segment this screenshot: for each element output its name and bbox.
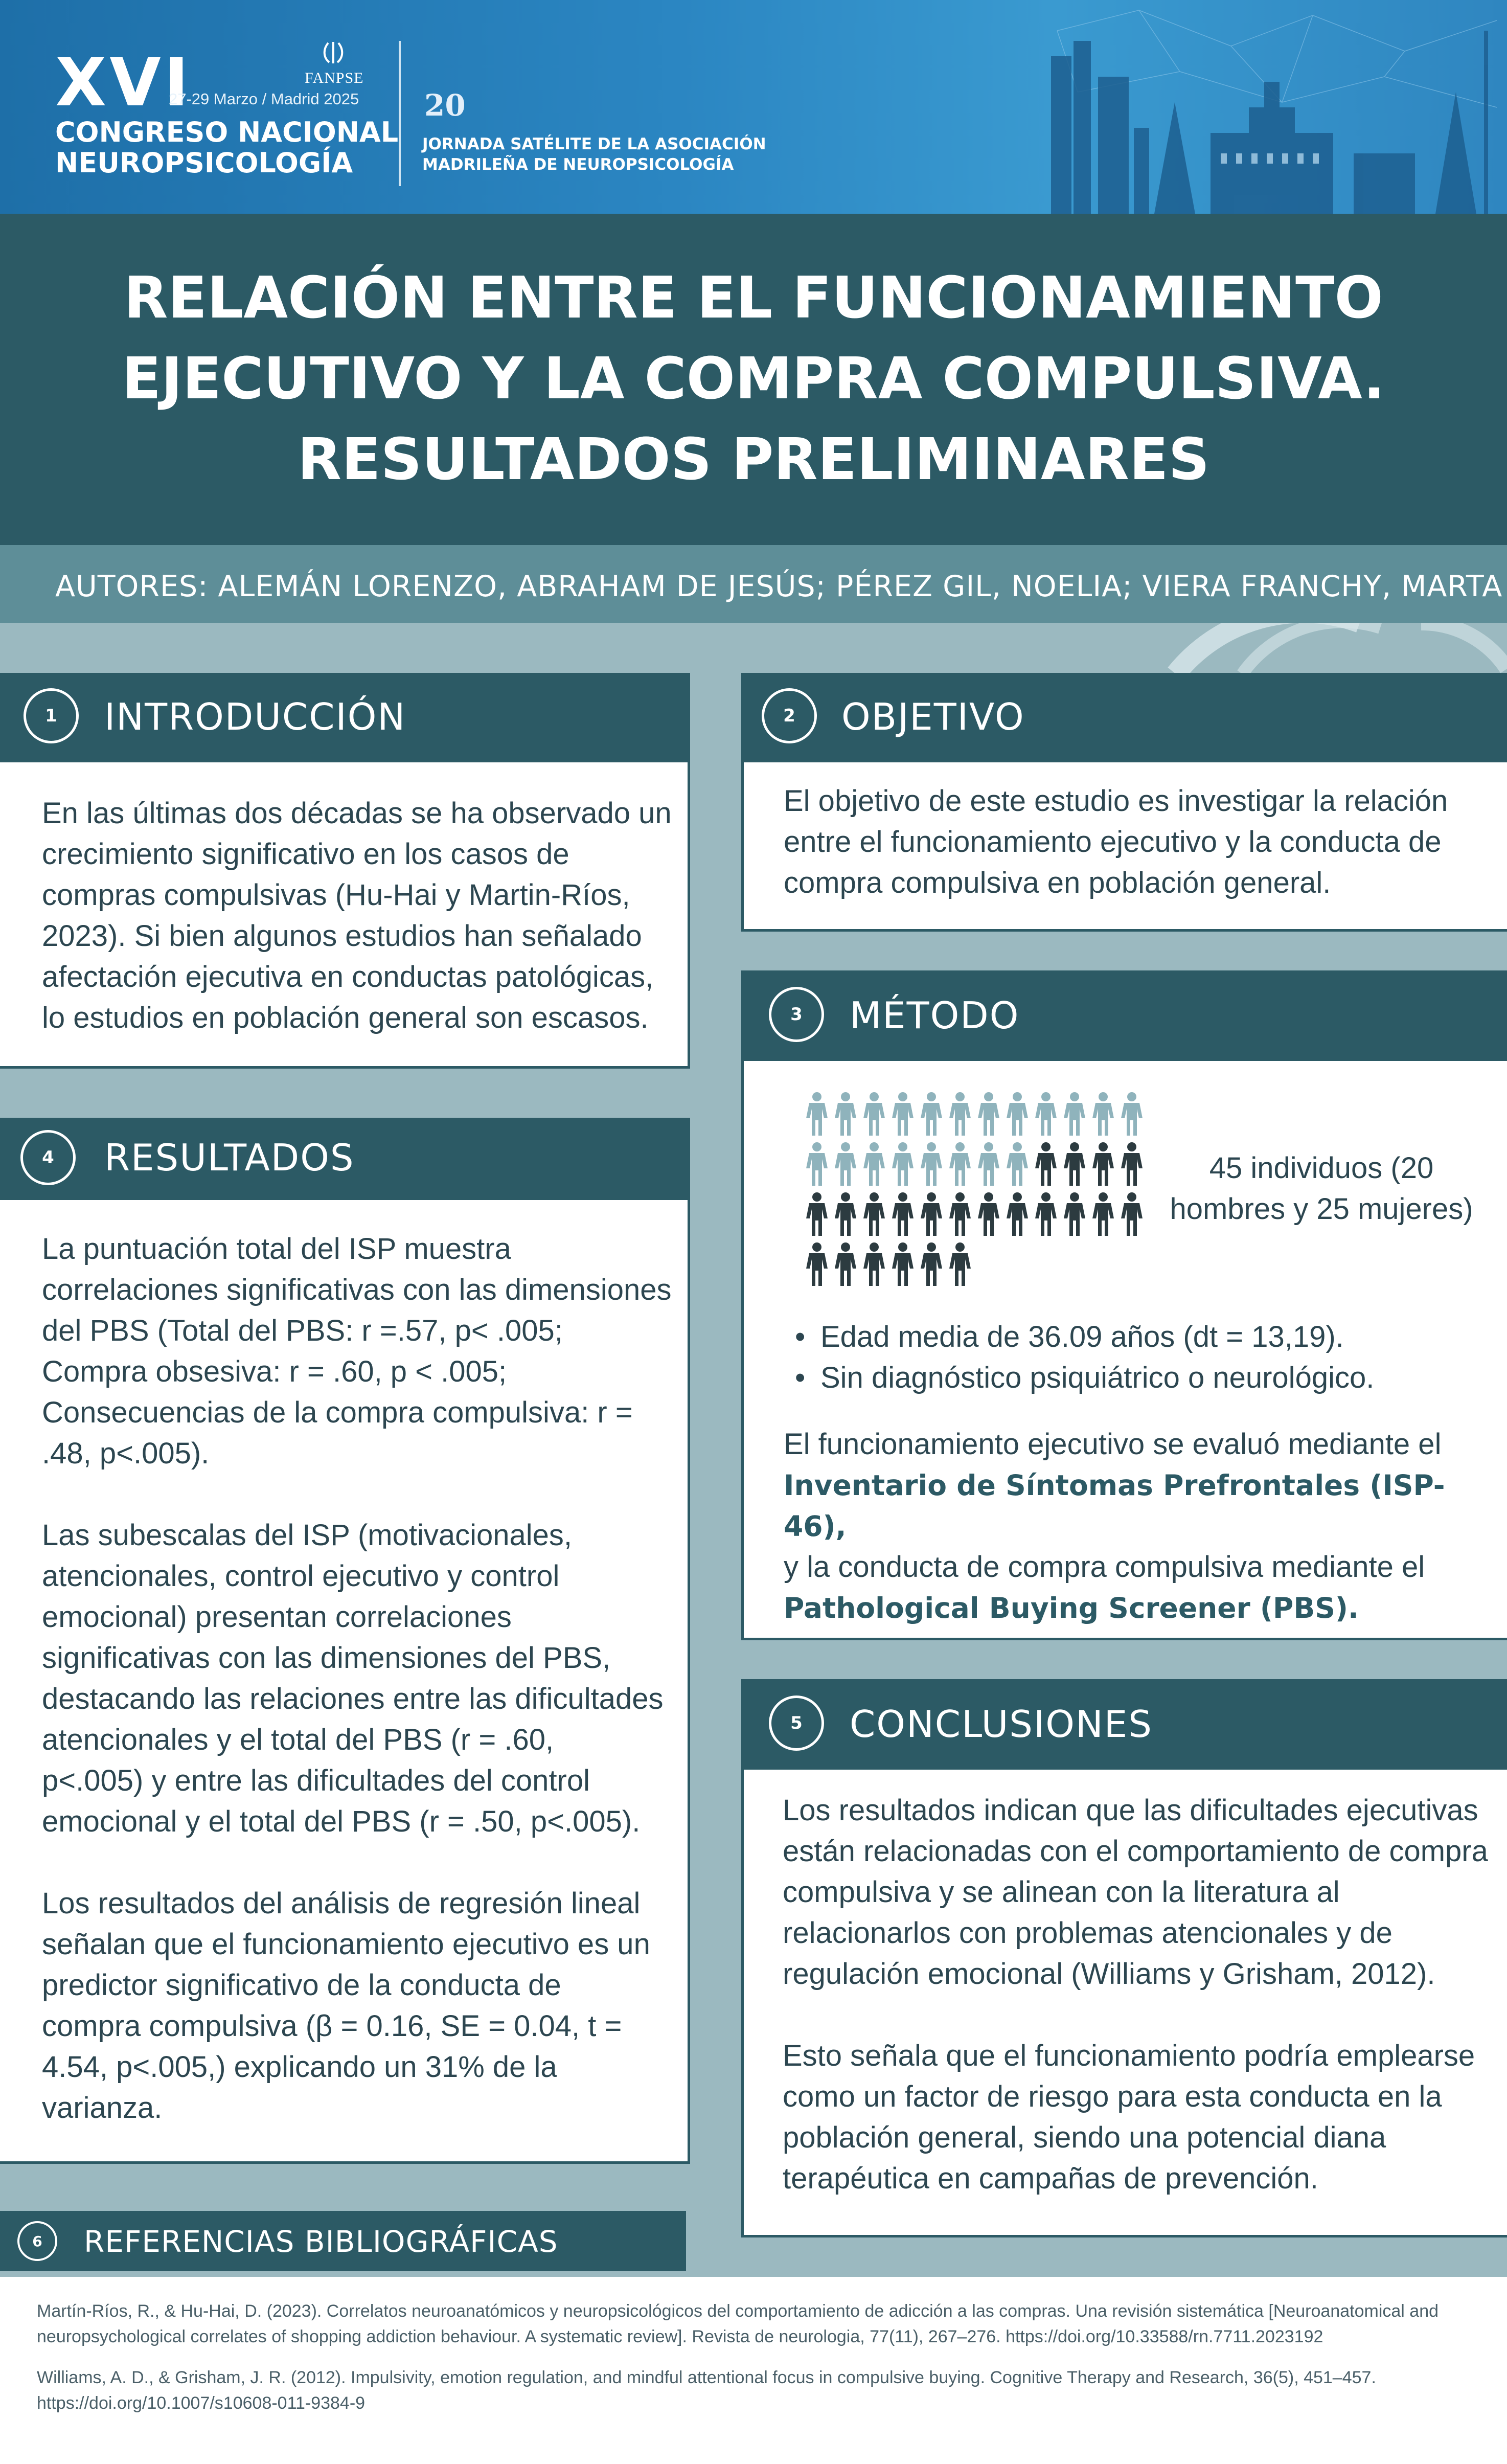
results-line: destacando las relaciones entre las dificultades	[42, 1682, 664, 1715]
results-line: p<.005) y entre las dificultades del control	[42, 1764, 590, 1797]
person-icon-woman	[948, 1192, 972, 1236]
person-icon-woman	[1006, 1192, 1029, 1236]
bullet-item: • Sin diagnóstico psiquiátrico o neurológico.	[795, 1358, 1485, 1398]
conclusion-line: compulsiva y se alinean con la literatura al	[783, 1875, 1340, 1909]
person-icon-man	[1091, 1092, 1115, 1136]
person-icon-man	[805, 1142, 829, 1186]
person-icon-woman	[834, 1242, 857, 1286]
person-icon-woman	[834, 1192, 857, 1236]
results-line: Las subescalas del ISP (motivacionales,	[42, 1519, 573, 1552]
satellite-event	[422, 134, 766, 175]
results-line: compra compulsiva (β = 0.16, SE = 0.04, t =	[42, 2009, 622, 2043]
results-line: atencionales, control ejecutivo y control	[42, 1559, 560, 1593]
isp-instrument: Inventario de Síntomas Prefrontales (ISP-46),	[784, 1469, 1445, 1543]
section-header-resultados	[0, 1118, 690, 1197]
reference-1	[37, 2298, 1478, 2349]
method-bullets	[795, 1317, 1485, 1398]
intro-line: compras compulsivas (Hu-Hai y Martin-Ríos,	[42, 878, 630, 912]
person-icon-man	[977, 1142, 1000, 1186]
person-icon-man	[920, 1092, 943, 1136]
results-line: varianza.	[42, 2091, 163, 2124]
header-banner	[0, 0, 1507, 214]
congress-line-1: CONGRESO NACIONAL	[55, 116, 399, 148]
person-icon-woman	[1091, 1142, 1115, 1186]
person-icon-man	[1063, 1092, 1086, 1136]
conclusion-line: relacionarlos con problemas atencionales y de	[783, 1916, 1392, 1950]
person-icon-man	[891, 1092, 915, 1136]
person-icon-woman	[948, 1242, 972, 1286]
person-icon-man	[862, 1092, 886, 1136]
title-line-2: EJECUTIVO Y LA COMPRA COMPULSIVA.	[122, 346, 1385, 412]
objective-line: entre el funcionamiento ejecutivo y la conducta de	[784, 825, 1442, 858]
section-header-metodo	[741, 970, 1507, 1058]
method-line: y la conducta de compra compulsiva mediante el	[784, 1550, 1425, 1584]
section-body-metodo	[741, 1058, 1507, 1640]
title-line-1: RELACIÓN ENTRE EL FUNCIONAMIENTO	[124, 265, 1383, 331]
person-icon-woman	[1034, 1142, 1058, 1186]
person-icon-man	[948, 1142, 972, 1186]
results-line: Compra obsesiva: r = .60, p < .005;	[42, 1355, 507, 1388]
conclusion-line: regulación emocional (Williams y Grisham, 2012).	[783, 1957, 1435, 1991]
section-body-objetivo	[741, 760, 1507, 932]
conclusion-line: Los resultados indican que las dificultades ejecutivas	[783, 1794, 1478, 1827]
references-list	[0, 2274, 1507, 2464]
person-icon-woman	[1063, 1192, 1086, 1236]
pbs-instrument: Pathological Buying Screener (PBS).	[784, 1592, 1359, 1624]
section-body-resultados	[0, 1197, 690, 2164]
intro-line: lo estudios en población general son escasos.	[42, 1001, 649, 1034]
organizer-name: FANPSE	[305, 70, 364, 86]
section-header-conclusiones	[741, 1679, 1507, 1767]
person-icon-woman	[920, 1242, 943, 1286]
section-number-3: 3	[769, 987, 824, 1042]
conclusion-line: población general, siendo una potencial diana	[783, 2121, 1386, 2154]
results-line: La puntuación total del ISP muestra	[42, 1232, 511, 1265]
person-icon-man	[948, 1092, 972, 1136]
count-line: 45 individuos (20	[1209, 1151, 1434, 1185]
person-icon-woman	[1091, 1192, 1115, 1236]
poster-title	[0, 258, 1507, 500]
section-number-6: 6	[17, 2221, 57, 2261]
intro-line: 2023). Si bien algunos estudios han señalado	[42, 919, 642, 953]
conclusion-line: terapéutica en campañas de prevención.	[783, 2162, 1318, 2195]
reference-line: neuropsychological correlates of shopping addiction behaviour. A systematic review]. Revista de neurologia, 77(11), 267–276. https://doi.org/10.33588/rn.7711.2023192	[37, 2327, 1323, 2346]
section-title-objetivo: OBJETIVO	[841, 695, 1025, 738]
objective-line: El objetivo de este estudio es investigar la relación	[784, 784, 1448, 818]
person-icon-woman	[862, 1192, 886, 1236]
person-icon-man	[1120, 1092, 1144, 1136]
satellite-line-2: MADRILEÑA DE NEUROPSICOLOGÍA	[422, 155, 734, 174]
congress-line-2: NEUROPSICOLOGÍA	[55, 147, 353, 179]
participants-count	[1168, 1148, 1475, 1230]
person-icon-woman	[977, 1192, 1000, 1236]
results-line: del PBS (Total del PBS: r =.57, p< .005;	[42, 1314, 563, 1347]
satellite-line-1: JORNADA SATÉLITE DE LA ASOCIACIÓN	[422, 135, 766, 153]
person-icon-man	[977, 1092, 1000, 1136]
title-line-3: RESULTADOS PRELIMINARES	[297, 426, 1210, 493]
section-title-introduccion: INTRODUCCIÓN	[104, 695, 406, 738]
header-divider	[399, 41, 401, 186]
results-line: atencionales y el total del PBS (r = .60,	[42, 1723, 554, 1756]
person-icon-man	[891, 1142, 915, 1186]
title-band	[0, 214, 1507, 545]
person-icon-man	[920, 1142, 943, 1186]
person-icon-man	[834, 1142, 857, 1186]
reference-2	[37, 2365, 1478, 2416]
results-line: significativas con las dimensiones del PBS,	[42, 1641, 611, 1675]
edition-number: XVI	[55, 43, 192, 121]
congress-dates: 27-29 Marzo / Madrid 2025	[169, 90, 359, 108]
person-icon-woman	[891, 1242, 915, 1286]
conclusion-line: están relacionadas con el comportamiento de compra	[783, 1835, 1488, 1868]
authors-band	[0, 545, 1507, 623]
section-body-introduccion	[0, 760, 690, 1069]
person-icon-woman	[805, 1192, 829, 1236]
section-number-5: 5	[769, 1696, 824, 1751]
section-title-referencias: REFERENCIAS BIBLIOGRÁFICAS	[84, 2224, 558, 2259]
reference-line: Williams, A. D., & Grisham, J. R. (2012). Impulsivity, emotion regulation, and mindful attentional focus in compulsive buying. Cognitive Therapy and Research, 36(5), 451–457.	[37, 2368, 1376, 2387]
reference-line: Martín-Ríos, R., & Hu-Hai, D. (2023). Correlatos neuroanatómicos y neuropsicológicos del comportamiento de adicción a las compras. Una revisión sistemática [Neuroanatomical and	[37, 2301, 1439, 2321]
authors-list: AUTORES: ALEMÁN LORENZO, ABRAHAM DE JESÚS; PÉREZ GIL, NOELIA; VIERA FRANCHY, MARTA	[55, 570, 1503, 603]
section-header-introduccion	[0, 673, 690, 760]
section-number-1: 1	[24, 688, 79, 743]
fanpse-logo-icon	[319, 39, 348, 67]
conclusion-line: Esto señala que el funcionamiento podría emplearse	[783, 2039, 1475, 2072]
congress-block	[55, 43, 399, 179]
section-header-objetivo	[741, 673, 1507, 760]
results-paragraph-3	[42, 1883, 681, 2129]
reference-line: https://doi.org/10.1007/s10608-011-9384-9	[37, 2393, 366, 2413]
decorative-arcs	[1155, 623, 1507, 674]
results-line: predictor significativo de la conducta de	[42, 1969, 561, 2002]
person-icon-woman	[1063, 1142, 1086, 1186]
person-icon-woman	[920, 1192, 943, 1236]
results-line: .48, p<.005).	[42, 1437, 210, 1470]
person-icon-man	[1006, 1142, 1029, 1186]
intro-line: afectación ejecutiva en conductas patológicas,	[42, 960, 654, 993]
person-icon-man	[1006, 1092, 1029, 1136]
conclusions-paragraph-2	[783, 2036, 1498, 2199]
results-line: 4.54, p<.005,) explicando un 31% de la	[42, 2050, 557, 2084]
section-title-conclusiones: CONCLUSIONES	[850, 1703, 1153, 1746]
conclusions-paragraph-1	[783, 1790, 1498, 1995]
section-number-2: 2	[762, 688, 817, 743]
madrid-skyline-illustration	[1047, 0, 1507, 214]
conclusion-line: como un factor de riesgo para esta conducta en la	[783, 2080, 1442, 2113]
anniversary-logo	[422, 86, 478, 127]
participants-pictogram	[805, 1092, 1158, 1296]
section-header-referencias	[0, 2211, 686, 2271]
section-title-resultados: RESULTADOS	[104, 1136, 355, 1179]
person-icon-man	[805, 1092, 829, 1136]
results-line: Consecuencias de la compra compulsiva: r =	[42, 1396, 633, 1429]
objective-line: compra compulsiva en población general.	[784, 866, 1331, 899]
bullet-item: • Edad media de 36.09 años (dt = 13,19).	[795, 1317, 1485, 1358]
results-line: emocional y el total del PBS (r = .50, p<.005).	[42, 1805, 641, 1838]
results-line: Los resultados del análisis de regresión lineal	[42, 1887, 641, 1920]
results-line: señalan que el funcionamiento ejecutivo es un	[42, 1928, 650, 1961]
section-number-4: 4	[20, 1130, 76, 1185]
objetivo-text	[784, 781, 1499, 903]
intro-line: crecimiento significativo en los casos de	[42, 838, 569, 871]
person-icon-man	[834, 1092, 857, 1136]
results-paragraph-1	[42, 1229, 681, 1474]
method-instruments	[784, 1424, 1499, 1629]
anniversary-number: 20	[424, 88, 466, 123]
person-icon-woman	[891, 1192, 915, 1236]
person-icon-man	[1034, 1092, 1058, 1136]
person-icon-man	[862, 1142, 886, 1186]
results-paragraph-2	[42, 1515, 681, 1842]
person-icon-woman	[1120, 1192, 1144, 1236]
person-icon-woman	[1034, 1192, 1058, 1236]
count-line: hombres y 25 mujeres)	[1170, 1192, 1473, 1226]
intro-line: En las últimas dos décadas se ha observado un	[42, 797, 672, 830]
person-icon-woman	[1120, 1142, 1144, 1186]
person-icon-woman	[862, 1242, 886, 1286]
section-title-metodo: MÉTODO	[850, 994, 1020, 1037]
section-body-conclusiones	[741, 1767, 1507, 2237]
results-line: emocional) presentan correlaciones	[42, 1600, 512, 1634]
method-line: El funcionamiento ejecutivo se evaluó mediante el	[784, 1428, 1442, 1461]
introduccion-text	[42, 793, 681, 1038]
person-icon-woman	[805, 1242, 829, 1286]
results-line: correlaciones significativas con las dimensiones	[42, 1273, 672, 1306]
